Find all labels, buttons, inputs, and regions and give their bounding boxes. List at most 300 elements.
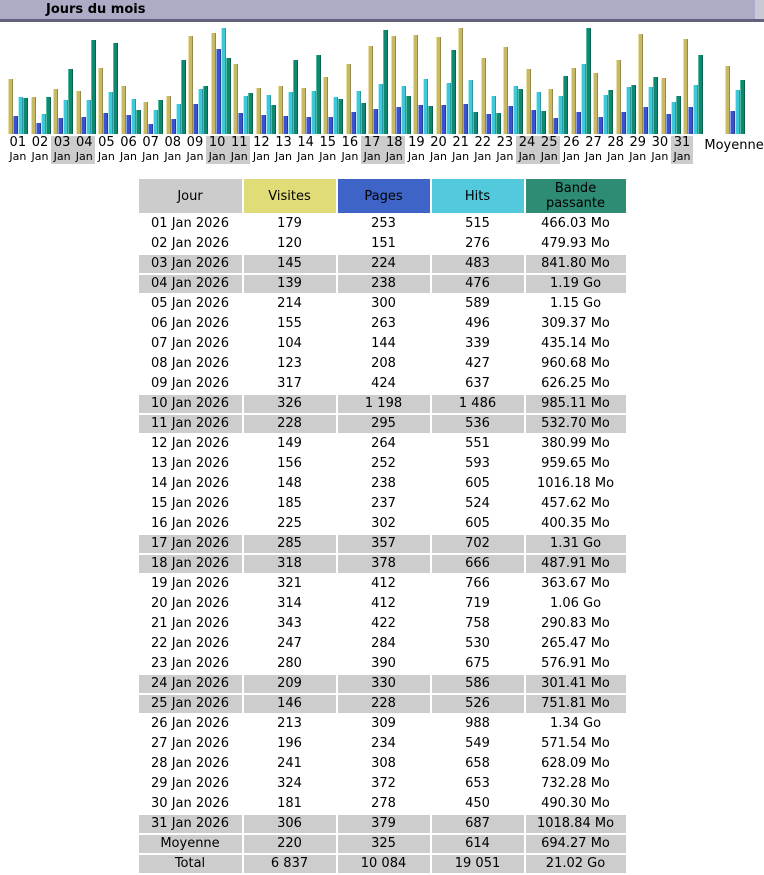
cell-pages: 264 [371,436,396,451]
average-label: Moyenne [704,138,764,153]
day-number: 28 [607,135,624,150]
cell-visites: 146 [244,695,336,713]
cell-pages: 302 [371,516,396,531]
bar-bande_mo [338,99,343,134]
day-bar-group [7,79,29,134]
day-month: Jan [629,150,647,163]
cell-pages: 252 [371,456,396,471]
table-row [139,495,626,513]
bar-bande_mo [23,98,28,134]
cell-jour: 01 Jan 2026 [151,216,229,231]
day-label [472,136,494,164]
day-label [538,136,560,164]
cell-pages: 295 [338,415,430,433]
day-month: Jan [673,150,691,163]
cell-jour: 24 Jan 2026 [139,675,242,693]
table-row [139,355,626,373]
day-number: 16 [341,135,359,150]
cell-hits: 339 [465,336,490,351]
cell-jour: 11 Jan 2026 [139,415,242,433]
cell-hits: 524 [465,496,490,511]
day-label [51,136,73,164]
day-number: 11 [230,135,248,150]
cell-jour: 08 Jan 2026 [151,356,229,371]
cell-hits: 614 [432,835,524,853]
day-label [118,136,140,164]
day-month: Jan [297,150,315,163]
cell-bande: 301.41 Mo [526,675,626,693]
day-label [317,136,339,164]
day-bar-group [30,97,52,134]
day-bar-group [412,35,434,134]
title-bar-end-cap [755,0,764,19]
cell-jour: 25 Jan 2026 [139,695,242,713]
cell-jour: 04 Jan 2026 [139,275,242,293]
cell-jour: 30 Jan 2026 [151,796,229,811]
day-label [140,136,162,164]
day-number: 21 [452,135,469,150]
cell-visites: 241 [277,756,302,771]
cell-visites: 285 [244,535,336,553]
table-row [139,415,626,433]
day-month: Jan [164,150,182,163]
cell-visites: 213 [277,716,302,731]
bar-bande_mo [316,55,321,134]
day-bar-group [300,55,322,134]
cell-pages: 237 [371,496,396,511]
cell-visites: 324 [277,776,302,791]
cell-jour: 28 Jan 2026 [151,756,229,771]
day-number: 24 [518,135,536,150]
cell-visites: 314 [277,596,302,611]
day-label [627,136,649,164]
cell-bande: 571.54 Mo [541,736,610,751]
day-month: Jan [407,150,425,163]
cell-bande: 309.37 Mo [541,316,610,331]
day-bar-group [165,60,187,134]
cell-hits: 653 [465,776,490,791]
cell-visites: 247 [277,636,302,651]
cell-jour: 22 Jan 2026 [151,636,229,651]
cell-visites: 228 [244,415,336,433]
day-month: Jan [518,150,536,163]
bar-bande_mo [91,40,96,134]
day-month: Jan [540,150,558,163]
cell-hits: 719 [465,596,490,611]
day-month: Jan [584,150,602,163]
day-label [273,136,295,164]
day-label [73,136,95,164]
cell-hits: 702 [432,535,524,553]
day-bar-group [592,73,614,134]
cell-hits: 526 [432,695,524,713]
day-number: 13 [275,135,292,150]
cell-bande: 380.99 Mo [541,436,610,451]
days-of-month-table [137,177,628,875]
day-number: 19 [408,135,425,150]
day-month: Jan [363,150,381,163]
table-row [139,735,626,753]
table-row [139,815,626,833]
cell-jour: 16 Jan 2026 [151,516,229,531]
section-title-bar [0,0,764,22]
day-month: Jan [9,150,27,163]
bar-bande_mo [676,96,681,134]
bar-bande_mo [68,69,73,134]
bar-bande_mo [541,111,546,134]
cell-bande: 466.03 Mo [541,216,610,231]
day-number: 29 [629,135,647,150]
cell-pages: 10 084 [338,855,430,873]
cell-jour: 03 Jan 2026 [139,255,242,273]
day-month: Jan [607,150,625,163]
day-bar-group [390,36,412,134]
bar-bande_mo [428,106,433,134]
table-row [139,775,626,793]
table-row [139,615,626,633]
day-number: 18 [385,135,403,150]
day-number: 26 [563,135,580,150]
cell-pages: 412 [371,596,396,611]
bar-bande_mo [608,90,613,134]
bar-bande_mo [563,76,568,134]
day-number: 25 [540,135,558,150]
day-number: 06 [120,135,137,150]
cell-bande: 751.81 Mo [526,695,626,713]
bar-bande_mo [473,112,478,134]
cell-bande: 532.70 Mo [526,415,626,433]
bar-bande_mo [383,30,388,134]
day-label [516,136,538,164]
day-label [7,136,29,164]
table-row [139,755,626,773]
day-number: 10 [208,135,226,150]
cell-visites: 343 [277,616,302,631]
day-bar-group [457,28,479,134]
table-body [139,215,626,873]
bar-bande_mo [740,80,745,134]
cell-jour: Total [139,855,242,873]
chart-axis-labels [7,136,764,164]
bar-bande_mo [226,58,231,134]
day-label [251,136,273,164]
day-month: Jan [31,150,49,163]
cell-visites: 317 [277,376,302,391]
table-row [139,555,626,573]
table-row [139,315,626,333]
chart-bars-area [7,27,764,134]
day-label [406,136,428,164]
cell-pages: 228 [338,695,430,713]
cell-pages: 1 198 [338,395,430,413]
cell-jour: 02 Jan 2026 [151,236,229,251]
table-row [139,795,626,813]
day-label [295,136,317,164]
day-bar-group [660,78,682,134]
cell-hits: 496 [465,316,490,331]
day-number: 05 [98,135,115,150]
cell-hits: 658 [465,756,490,771]
cell-jour: 29 Jan 2026 [151,776,229,791]
cell-visites: 6 837 [244,855,336,873]
day-number: 03 [53,135,71,150]
cell-visites: 156 [277,456,302,471]
bar-bande_mo [631,85,636,134]
day-month: Jan [319,150,337,163]
day-bar-group [637,34,659,134]
cell-bande: 400.35 Mo [541,516,610,531]
cell-visites: 139 [244,275,336,293]
bar-bande_mo [136,110,141,134]
day-month: Jan [474,150,492,163]
table-row [139,455,626,473]
cell-hits: 536 [432,415,524,433]
cell-hits: 551 [465,436,490,451]
day-number: 02 [31,135,49,150]
day-month: Jan [230,150,248,163]
cell-pages: 357 [338,535,430,553]
cell-jour: 31 Jan 2026 [139,815,242,833]
cell-bande: 959.65 Mo [541,456,610,471]
day-month: Jan [275,150,292,163]
day-bar-group [97,43,119,134]
cell-bande: 487.91 Mo [526,555,626,573]
cell-hits: 589 [465,296,490,311]
day-number: 20 [430,135,447,150]
cell-bande: 985.11 Mo [526,395,626,413]
table-row [139,715,626,733]
day-number: 07 [142,135,159,150]
cell-hits: 675 [465,656,490,671]
day-bar-group [345,64,367,134]
day-label [494,136,516,164]
table-row [139,435,626,453]
cell-hits: 605 [465,516,490,531]
table-row [139,255,626,273]
day-label [184,136,206,164]
page-title: Jours du mois [46,2,146,17]
day-month: Jan [452,150,470,163]
cell-pages: 224 [338,255,430,273]
cell-hits: 605 [465,476,490,491]
cell-hits: 988 [465,716,490,731]
cell-pages: 284 [371,636,396,651]
bar-bande_mo [203,86,208,134]
cell-bande: 694.27 Mo [526,835,626,853]
bar-bande_mo [181,60,186,134]
day-month: Jan [75,150,93,163]
table-row-moyenne [139,835,626,853]
cell-visites: 196 [277,736,302,751]
day-bar-group [52,69,74,134]
cell-jour: 13 Jan 2026 [151,456,229,471]
day-month: Jan [120,150,137,163]
cell-bande: 490.30 Mo [541,796,610,811]
day-month: Jan [341,150,359,163]
day-bar-group [525,69,547,134]
cell-visites: 321 [277,576,302,591]
table-row [139,595,626,613]
bar-bande_mo [406,96,411,134]
day-bar-group [120,86,142,134]
cell-hits: 530 [465,636,490,651]
cell-pages: 309 [371,716,396,731]
bar-bande_mo [496,113,501,134]
day-number: 08 [164,135,182,150]
day-bar-group [682,39,704,134]
cell-jour: 18 Jan 2026 [139,555,242,573]
cell-visites: 318 [244,555,336,573]
cell-bande: 628.09 Mo [541,756,610,771]
cell-jour: 07 Jan 2026 [151,336,229,351]
table-row [139,395,626,413]
cell-pages: 378 [338,555,430,573]
cell-pages: 278 [371,796,396,811]
cell-pages: 308 [371,756,396,771]
cell-bande: 290.83 Mo [541,616,610,631]
cell-hits: 427 [465,356,490,371]
day-label [561,136,583,164]
cell-pages: 238 [338,275,430,293]
cell-visites: 145 [244,255,336,273]
cell-visites: 326 [244,395,336,413]
cell-bande: 435.14 Mo [541,336,610,351]
cell-hits: 766 [465,576,490,591]
cell-bande: 363.67 Mo [541,576,610,591]
day-bar-group [367,30,389,134]
day-label [206,136,228,164]
cell-visites: 185 [277,496,302,511]
table-row [139,235,626,253]
cell-bande: 1.19 Go [526,275,626,293]
cell-hits: 1 486 [432,395,524,413]
table-row [139,275,626,293]
cell-pages: 263 [371,316,396,331]
day-bar-group [75,40,97,134]
cell-bande: 1016.18 Mo [536,476,615,491]
cell-pages: 422 [371,616,396,631]
cell-jour: Moyenne [139,835,242,853]
day-month: Jan [430,150,447,163]
cell-pages: 208 [371,356,396,371]
bar-bande_mo [698,55,703,134]
cell-jour: 19 Jan 2026 [151,576,229,591]
bar-bande_mo [361,103,366,134]
day-number: 17 [363,135,381,150]
day-label [383,136,405,164]
cell-visites: 225 [277,516,302,531]
col-header-pages: Pages [338,179,430,213]
bar-bande_mo [293,60,298,134]
day-label [162,136,184,164]
day-label [428,136,450,164]
day-number: 09 [186,135,204,150]
cell-bande: 1.06 Go [549,596,602,611]
bar-bande_mo [113,43,118,134]
cell-pages: 144 [371,336,396,351]
day-number: 23 [496,135,514,150]
day-bar-group [615,60,637,134]
cell-visites: 155 [277,316,302,331]
cell-hits: 666 [432,555,524,573]
bar-bande_mo [586,28,591,134]
cell-hits: 586 [432,675,524,693]
cell-pages: 412 [371,576,396,591]
cell-pages: 372 [371,776,396,791]
cell-jour: 05 Jan 2026 [151,296,229,311]
cell-visites: 209 [244,675,336,693]
bar-bande_mo [451,50,456,134]
cell-bande: 21.02 Go [526,855,626,873]
cell-visites: 280 [277,656,302,671]
cell-hits: 276 [465,236,490,251]
day-month: Jan [53,150,71,163]
cell-hits: 450 [465,796,490,811]
day-month: Jan [97,150,115,163]
cell-jour: 21 Jan 2026 [151,616,229,631]
cell-hits: 758 [465,616,490,631]
cell-jour: 06 Jan 2026 [151,316,229,331]
day-label [649,136,671,164]
cell-pages: 330 [338,675,430,693]
day-label [228,136,250,164]
cell-bande: 265.47 Mo [541,636,610,651]
day-month: Jan [186,150,204,163]
cell-visites: 181 [277,796,302,811]
col-header-jour: Jour [139,179,242,213]
day-month: Jan [385,150,403,163]
cell-visites: 149 [277,436,302,451]
cell-jour: 15 Jan 2026 [151,496,229,511]
table-row [139,375,626,393]
day-bar-group [210,28,232,134]
table-row-total [139,855,626,873]
col-header-visites: Visites [244,179,336,213]
day-month: Jan [562,150,580,163]
cell-visites: 120 [277,236,302,251]
cell-hits: 19 051 [432,855,524,873]
cell-hits: 637 [465,376,490,391]
cell-jour: 14 Jan 2026 [151,476,229,491]
day-bar-group [502,47,524,134]
cell-bande: 1018.84 Mo [526,815,626,833]
table-row [139,515,626,533]
day-month: Jan [142,150,160,163]
day-bar-group [232,64,254,134]
table-row [139,475,626,493]
day-label [605,136,627,164]
day-number: 04 [75,135,93,150]
cell-bande: 626.25 Mo [541,376,610,391]
table-row [139,335,626,353]
cell-hits: 549 [465,736,490,751]
table-header-row [139,179,626,213]
day-bar-group [435,37,457,134]
table-row [139,535,626,553]
day-bar-group [142,100,164,134]
day-label [96,136,118,164]
cell-jour: 09 Jan 2026 [151,376,229,391]
day-month: Jan [208,150,226,163]
cell-visites: 104 [277,336,302,351]
day-month: Jan [252,150,270,163]
day-month: Jan [651,150,669,163]
day-label [583,136,605,164]
table-row [139,575,626,593]
day-label [450,136,472,164]
cell-jour: 20 Jan 2026 [151,596,229,611]
cell-bande: 1.34 Go [549,716,602,731]
